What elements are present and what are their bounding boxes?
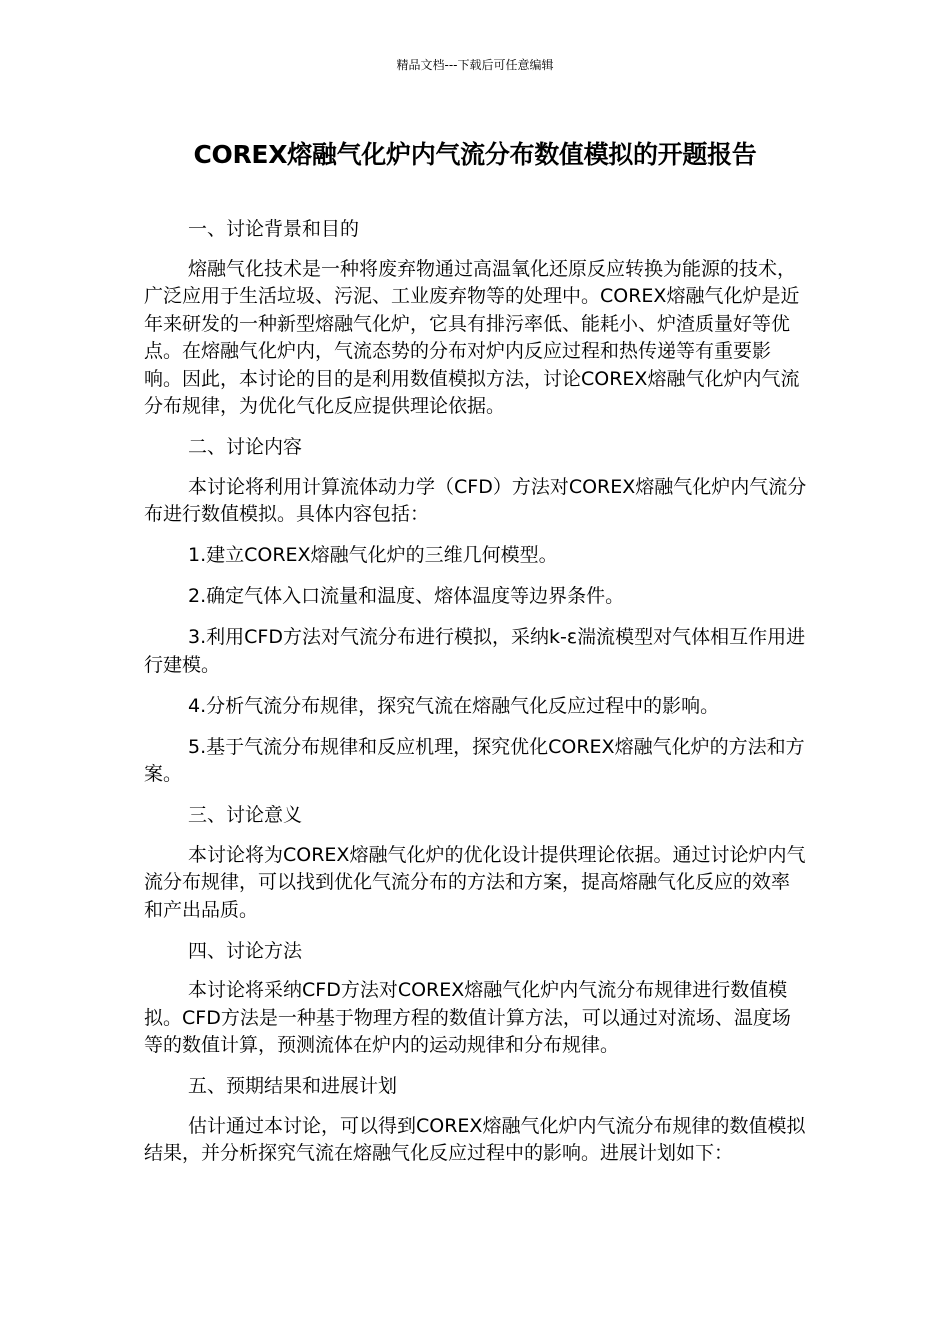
section-heading-background: 一、讨论背景和目的 xyxy=(188,218,360,240)
document-title: COREX熔融气化炉内气流分布数值模拟的开题报告 xyxy=(193,140,757,169)
section-heading-content: 二、讨论内容 xyxy=(188,436,303,458)
list-item-3: 3.利用CFD方法对气流分布进行模拟，采纳k-ε湍流模型对气体相互作用进行建模。 xyxy=(144,626,806,676)
section-heading-significance: 三、讨论意义 xyxy=(188,804,303,826)
list-item-4: 4.分析气流分布规律，探究气流在熔融气化反应过程中的影响。 xyxy=(188,694,720,717)
list-item-5: 5.基于气流分布规律和反应机理，探究优化COREX熔融气化炉的方法和方案。 xyxy=(144,735,805,785)
paragraph-content-intro: 本讨论将利用计算流体动力学（CFD）方法对COREX熔融气化炉内气流分布进行数值模拟。具体内容包括： xyxy=(144,475,807,525)
document-body xyxy=(144,216,808,1181)
paragraph-plan: 估计通过本讨论，可以得到COREX熔融气化炉内气流分布规律的数值模拟结果，并分析探究气流在熔融气化反应过程中的影响。进展计划如下： xyxy=(144,1114,806,1164)
section-heading-method: 四、讨论方法 xyxy=(188,939,303,962)
paragraph-significance: 本讨论将为COREX熔融气化炉的优化设计提供理论依据。通过讨论炉内气流分布规律，可以找到优化气流分布的方法和方案，提高熔融气化反应的效率和产出品质。 xyxy=(144,843,806,921)
page-header: 精品文档---下载后可任意编辑 xyxy=(396,58,554,72)
list-item-2: 2.确定气体入口流量和温度、熔体温度等边界条件。 xyxy=(188,585,625,607)
list-item-1: 1.建立COREX熔融气化炉的三维几何模型。 xyxy=(188,544,558,566)
section-heading-plan: 五、预期结果和进展计划 xyxy=(188,1075,398,1097)
paragraph-method: 本讨论将采纳CFD方法对COREX熔融气化炉内气流分布规律进行数值模拟。CFD方法是一种基于物理方程的数值计算方法，可以通过对流场、温度场等的数值计算，预测流体在炉内的运动规律和分布规律。 xyxy=(144,979,791,1056)
paragraph-background: 熔融气化技术是一种将废弃物通过高温氧化还原反应转换为能源的技术，广泛应用于生活垃圾、污泥、工业废弃物等的处理中。COREX熔融气化炉是近年来研发的一种新型熔融气化炉，它具有排污率低、能耗小、炉渣质量好等优点。在熔融气化炉内，气流态势的分布对炉内反应过程和热传递等有重要影响。因此，本讨论的目的是利用数值模拟方法，讨论COREX熔融气化炉内气流分布规律，为优化气化反应提供理论依据。 xyxy=(144,257,800,417)
